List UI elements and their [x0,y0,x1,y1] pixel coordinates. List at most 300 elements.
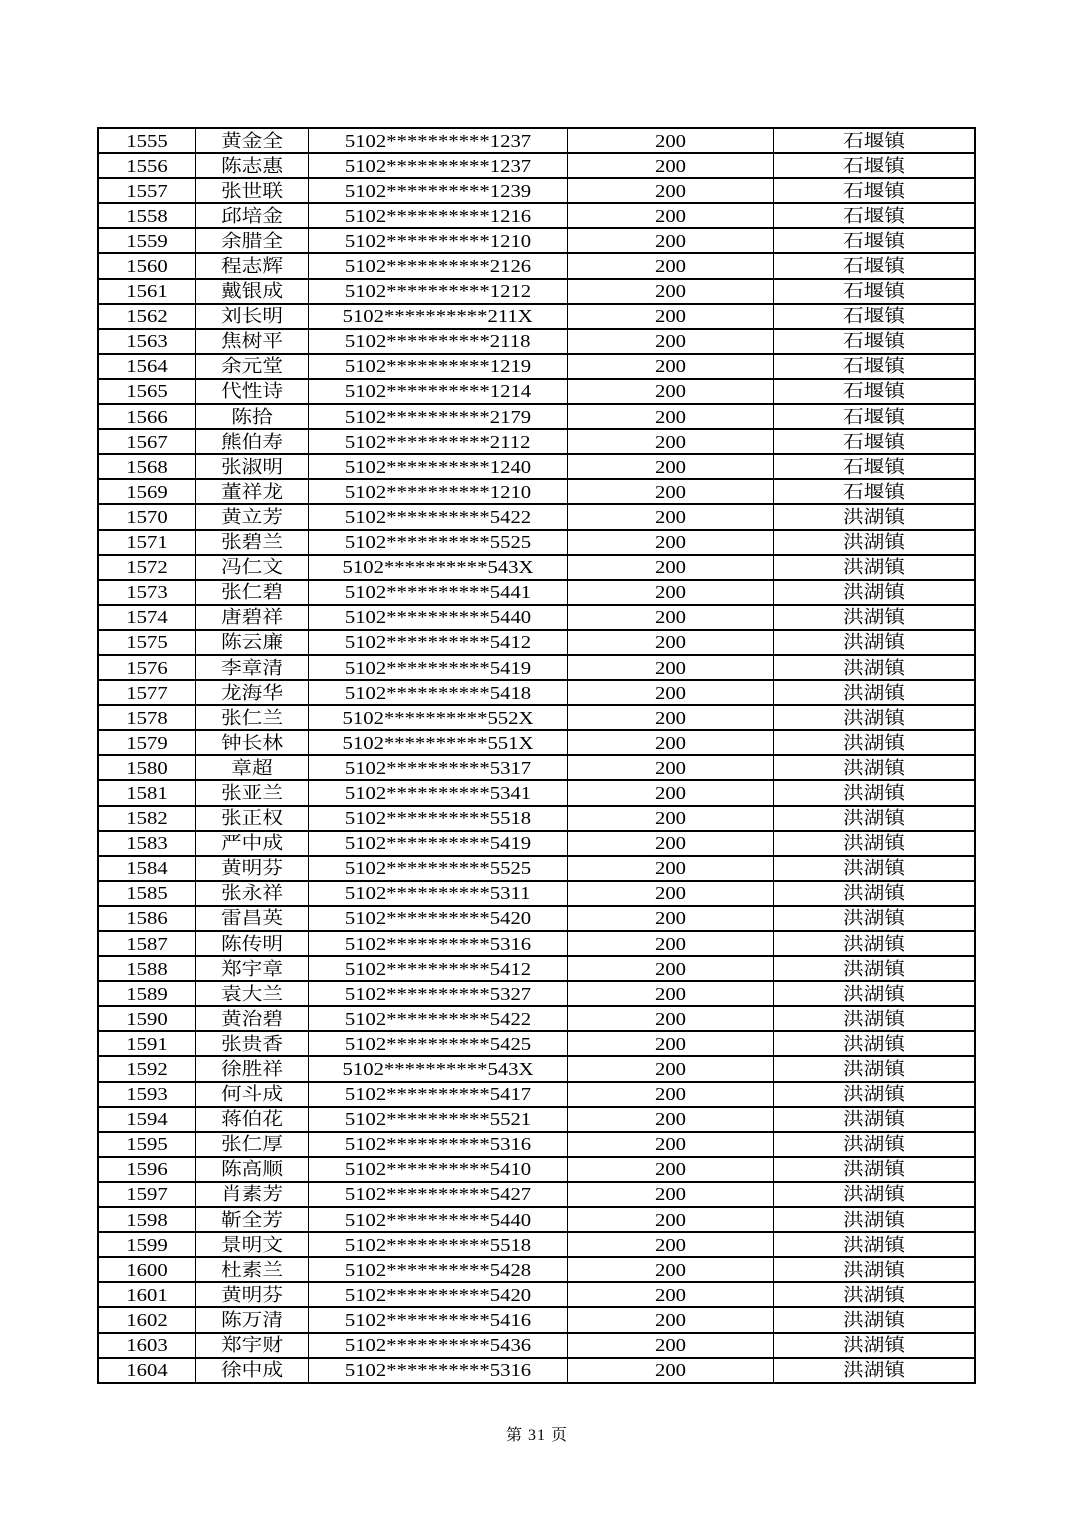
table-row [98,354,975,379]
cell-town [773,755,975,780]
cell-amount [567,831,773,856]
cell-amount [567,304,773,329]
cell-text: 洪湖镇 [842,1259,905,1280]
cell-text: 1572 [126,557,168,578]
cell-id_number [308,1358,567,1383]
cell-amount [567,981,773,1006]
cell-id_number [308,956,567,981]
cell-index [98,304,195,329]
cell-amount [567,530,773,555]
cell-text: 陈志惠 [220,155,283,176]
cell-id_number [308,1333,567,1358]
cell-text: 黄立芳 [220,506,283,527]
cell-text: 洪湖镇 [842,1284,905,1305]
cell-town [773,655,975,680]
cell-id_number [308,981,567,1006]
cell-text: 靳全芳 [220,1209,283,1230]
cell-id_number [308,1031,567,1056]
cell-text: 5102**********2179 [344,406,531,427]
cell-text: 1603 [126,1335,168,1356]
cell-text: 200 [654,1234,686,1255]
table-row [98,1107,975,1132]
cell-amount [567,755,773,780]
cell-text: 200 [654,1360,686,1381]
cell-text: 1584 [126,858,168,879]
cell-text: 5102**********5417 [344,1084,531,1105]
cell-text: 200 [654,256,686,277]
cell-index [98,1333,195,1358]
cell-text: 200 [654,983,686,1004]
cell-text: 熊伯寿 [220,431,283,452]
cell-text: 200 [654,782,686,803]
cell-text: 1596 [126,1159,168,1180]
cell-text: 200 [654,331,686,352]
cell-town [773,304,975,329]
cell-text: 5102**********1239 [344,180,531,201]
cell-text: 1556 [126,155,168,176]
cell-index [98,630,195,655]
cell-name [195,630,308,655]
cell-id_number [308,630,567,655]
cell-text: 5102**********5420 [344,908,531,929]
cell-text: 5102**********5425 [344,1033,531,1054]
cell-text: 严中成 [220,833,283,854]
cell-text: 洪湖镇 [842,1184,905,1205]
cell-index [98,504,195,529]
cell-text: 洪湖镇 [842,532,905,553]
cell-id_number [308,304,567,329]
table-row [98,856,975,881]
cell-name [195,479,308,504]
cell-text: 5102**********1219 [344,356,531,377]
cell-text: 5102**********1212 [344,281,531,302]
cell-amount [567,454,773,479]
cell-amount [567,931,773,956]
cell-index [98,253,195,278]
cell-text: 200 [654,155,686,176]
table-row [98,153,975,178]
cell-text: 石堰镇 [842,281,905,302]
cell-name [195,555,308,580]
cell-amount [567,203,773,228]
cell-text: 洪湖镇 [842,858,905,879]
cell-text: 200 [654,306,686,327]
cell-id_number [308,580,567,605]
cell-text: 黄金全 [220,130,283,151]
cell-amount [567,555,773,580]
cell-text: 1597 [126,1184,168,1205]
cell-text: 刘长明 [220,306,283,327]
cell-name [195,881,308,906]
cell-text: 5102**********1216 [344,205,531,226]
cell-text: 1560 [126,256,168,277]
cell-index [98,931,195,956]
cell-text: 200 [654,933,686,954]
cell-text: 1601 [126,1284,168,1305]
cell-text: 1581 [126,782,168,803]
table-row [98,1182,975,1207]
cell-amount [567,655,773,680]
cell-id_number [308,881,567,906]
cell-text: 张仁碧 [220,582,283,603]
cell-amount [567,730,773,755]
cell-text: 1575 [126,632,168,653]
table-row [98,1031,975,1056]
cell-text: 200 [654,607,686,628]
cell-id_number [308,178,567,203]
table-row [98,981,975,1006]
cell-text: 200 [654,281,686,302]
cell-text: 洪湖镇 [842,983,905,1004]
cell-text: 5102**********2118 [344,331,531,352]
cell-town [773,1107,975,1132]
cell-text: 张仁兰 [220,707,283,728]
cell-index [98,203,195,228]
cell-text: 1555 [126,130,168,151]
cell-text: 5102**********1210 [344,230,531,251]
cell-id_number [308,856,567,881]
cell-name [195,705,308,730]
cell-id_number [308,605,567,630]
table-row [98,1132,975,1157]
cell-text: 200 [654,230,686,251]
cell-text: 洪湖镇 [842,757,905,778]
cell-town [773,178,975,203]
cell-text: 1594 [126,1109,168,1130]
cell-text: 洪湖镇 [842,908,905,929]
cell-index [98,1107,195,1132]
cell-text: 洪湖镇 [842,933,905,954]
cell-text: 5102**********1237 [344,155,531,176]
cell-text: 200 [654,958,686,979]
cell-amount [567,354,773,379]
cell-text: 杜素兰 [220,1259,283,1280]
cell-index [98,1006,195,1031]
cell-text: 邱培金 [220,205,283,226]
cell-text: 200 [654,1259,686,1280]
cell-text: 洪湖镇 [842,808,905,829]
cell-text: 蒋伯花 [220,1109,283,1130]
cell-text: 5102**********5327 [344,983,531,1004]
cell-text: 余元堂 [220,356,283,377]
cell-text: 1570 [126,506,168,527]
cell-id_number [308,404,567,429]
table-row [98,780,975,805]
cell-text: 5102**********5422 [344,506,531,527]
cell-text: 1565 [126,381,168,402]
cell-name [195,1257,308,1282]
cell-text: 1577 [126,682,168,703]
cell-text: 5102**********543X [342,557,533,578]
cell-text: 5102**********5311 [344,883,531,904]
cell-id_number [308,1282,567,1307]
cell-index [98,906,195,931]
cell-text: 200 [654,180,686,201]
table-row [98,128,975,153]
cell-town [773,881,975,906]
cell-text: 徐中成 [220,1360,283,1381]
cell-amount [567,630,773,655]
cell-index [98,1358,195,1383]
cell-name [195,806,308,831]
cell-text: 石堰镇 [842,180,905,201]
cell-amount [567,404,773,429]
cell-id_number [308,454,567,479]
cell-index [98,655,195,680]
cell-text: 1574 [126,607,168,628]
cell-index [98,404,195,429]
roster-table [97,127,976,1384]
cell-index [98,1207,195,1232]
cell-text: 1590 [126,1008,168,1029]
cell-text: 1559 [126,230,168,251]
cell-text: 张贵香 [220,1033,283,1054]
cell-town [773,1006,975,1031]
cell-amount [567,605,773,630]
cell-amount [567,705,773,730]
cell-text: 200 [654,833,686,854]
cell-text: 200 [654,205,686,226]
cell-town [773,1182,975,1207]
cell-text: 200 [654,381,686,402]
cell-name [195,580,308,605]
cell-id_number [308,1006,567,1031]
cell-text: 200 [654,406,686,427]
cell-id_number [308,1232,567,1257]
cell-text: 1583 [126,833,168,854]
cell-text: 5102**********5316 [344,1134,531,1155]
cell-town [773,228,975,253]
cell-text: 200 [654,532,686,553]
cell-text: 5102**********5420 [344,1284,531,1305]
cell-text: 200 [654,456,686,477]
cell-text: 钟长林 [220,732,283,753]
cell-name [195,1358,308,1383]
cell-text: 洪湖镇 [842,607,905,628]
cell-amount [567,228,773,253]
cell-text: 洪湖镇 [842,1033,905,1054]
cell-name [195,1132,308,1157]
cell-name [195,354,308,379]
table-row [98,705,975,730]
cell-text: 5102**********5419 [344,833,531,854]
cell-amount [567,580,773,605]
cell-amount [567,1157,773,1182]
cell-index [98,605,195,630]
cell-text: 1591 [126,1033,168,1054]
cell-town [773,580,975,605]
cell-text: 石堰镇 [842,130,905,151]
cell-town [773,1082,975,1107]
cell-text: 洪湖镇 [842,883,905,904]
cell-amount [567,379,773,404]
cell-town [773,1257,975,1282]
table-row [98,479,975,504]
cell-text: 5102**********5525 [344,858,531,879]
cell-town [773,1132,975,1157]
table-row [98,680,975,705]
cell-name [195,755,308,780]
cell-text: 200 [654,908,686,929]
cell-id_number [308,555,567,580]
cell-text: 陈传明 [220,933,283,954]
cell-town [773,630,975,655]
cell-text: 5102**********5440 [344,607,531,628]
cell-id_number [308,153,567,178]
cell-text: 石堰镇 [842,431,905,452]
cell-index [98,780,195,805]
cell-name [195,730,308,755]
cell-text: 黄明芬 [220,858,283,879]
cell-amount [567,881,773,906]
cell-text: 张碧兰 [220,532,283,553]
cell-text: 洪湖镇 [842,582,905,603]
cell-amount [567,1333,773,1358]
cell-amount [567,1107,773,1132]
cell-id_number [308,253,567,278]
cell-id_number [308,203,567,228]
cell-text: 1595 [126,1134,168,1155]
cell-index [98,454,195,479]
cell-name [195,605,308,630]
cell-town [773,981,975,1006]
cell-text: 200 [654,1184,686,1205]
cell-text: 冯仁文 [220,557,283,578]
cell-amount [567,1207,773,1232]
cell-name [195,906,308,931]
cell-town [773,780,975,805]
cell-text: 张永祥 [220,883,283,904]
cell-text: 黄治碧 [220,1008,283,1029]
cell-text: 1567 [126,431,168,452]
cell-text: 石堰镇 [842,155,905,176]
cell-text: 石堰镇 [842,356,905,377]
table-row [98,530,975,555]
cell-text: 200 [654,130,686,151]
cell-text: 1593 [126,1084,168,1105]
cell-name [195,279,308,304]
cell-name [195,1006,308,1031]
table-row [98,605,975,630]
table-row [98,956,975,981]
cell-text: 龙海华 [220,682,283,703]
cell-town [773,253,975,278]
cell-text: 5102**********1237 [344,130,531,151]
cell-text: 1599 [126,1234,168,1255]
cell-text: 5102**********5518 [344,808,531,829]
cell-index [98,881,195,906]
cell-town [773,831,975,856]
cell-name [195,1157,308,1182]
cell-text: 洪湖镇 [842,1335,905,1356]
cell-id_number [308,831,567,856]
cell-text: 5102**********5521 [344,1109,531,1130]
cell-text: 200 [654,1109,686,1130]
cell-town [773,605,975,630]
cell-id_number [308,1056,567,1081]
cell-id_number [308,1182,567,1207]
cell-text: 200 [654,757,686,778]
cell-text: 洪湖镇 [842,1309,905,1330]
cell-text: 200 [654,1008,686,1029]
cell-index [98,379,195,404]
cell-amount [567,1132,773,1157]
cell-name [195,1232,308,1257]
cell-text: 洪湖镇 [842,557,905,578]
cell-text: 1585 [126,883,168,904]
cell-text: 洪湖镇 [842,1159,905,1180]
cell-name [195,956,308,981]
cell-text: 200 [654,481,686,502]
cell-text: 1600 [126,1259,168,1280]
cell-town [773,1056,975,1081]
cell-text: 200 [654,1284,686,1305]
cell-name [195,780,308,805]
cell-name [195,831,308,856]
cell-id_number [308,1307,567,1332]
cell-text: 200 [654,557,686,578]
cell-text: 200 [654,431,686,452]
table-body [98,128,975,1383]
cell-text: 洪湖镇 [842,782,905,803]
cell-id_number [308,1257,567,1282]
cell-index [98,279,195,304]
cell-id_number [308,1207,567,1232]
cell-town [773,705,975,730]
cell-amount [567,1358,773,1383]
cell-id_number [308,1132,567,1157]
cell-id_number [308,530,567,555]
cell-text: 郑宇财 [220,1335,283,1356]
cell-amount [567,1232,773,1257]
cell-text: 石堰镇 [842,256,905,277]
cell-id_number [308,730,567,755]
cell-text: 200 [654,1335,686,1356]
cell-amount [567,153,773,178]
cell-town [773,1358,975,1383]
cell-text: 景明文 [220,1234,283,1255]
cell-text: 1578 [126,707,168,728]
cell-text: 石堰镇 [842,381,905,402]
cell-name [195,1107,308,1132]
cell-town [773,1031,975,1056]
cell-text: 石堰镇 [842,331,905,352]
cell-text: 代性诗 [220,381,283,402]
cell-amount [567,253,773,278]
cell-text: 洪湖镇 [842,833,905,854]
cell-index [98,680,195,705]
cell-text: 200 [654,1059,686,1080]
cell-text: 1582 [126,808,168,829]
table-row [98,404,975,429]
cell-name [195,329,308,354]
cell-amount [567,1307,773,1332]
cell-amount [567,1282,773,1307]
cell-index [98,806,195,831]
table-row [98,1082,975,1107]
cell-town [773,404,975,429]
cell-text: 5102**********5341 [344,782,531,803]
cell-text: 200 [654,808,686,829]
cell-text: 5102**********1210 [344,481,531,502]
cell-text: 洪湖镇 [842,1109,905,1130]
cell-text: 5102**********1214 [344,381,531,402]
cell-text: 焦树平 [220,331,283,352]
cell-index [98,354,195,379]
cell-town [773,1282,975,1307]
cell-id_number [308,780,567,805]
cell-text: 洪湖镇 [842,632,905,653]
